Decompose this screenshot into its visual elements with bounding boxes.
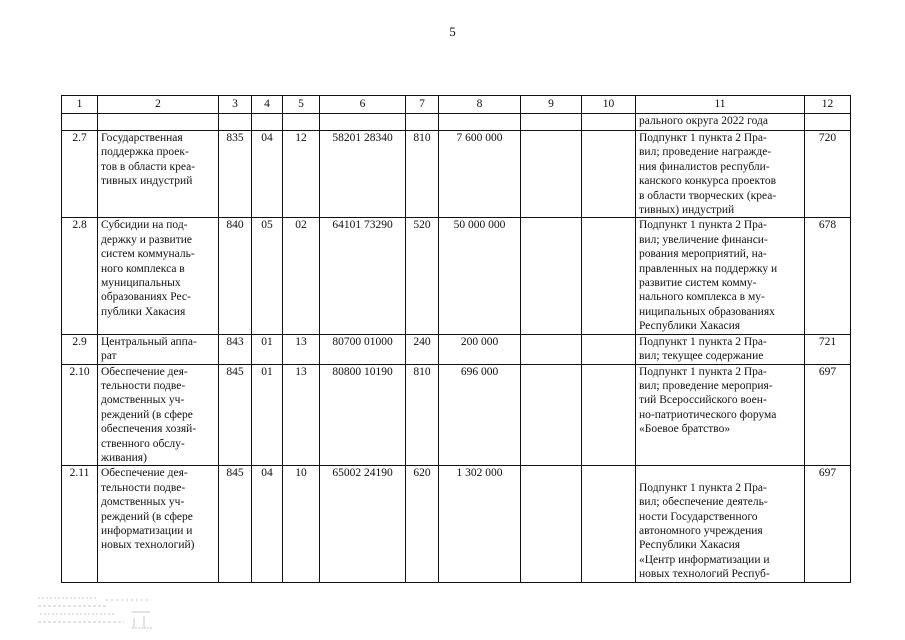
code-6-cell: 64101 73290 — [320, 218, 406, 334]
col-9-cell — [521, 218, 582, 334]
code-6-cell: 80800 10190 — [320, 364, 406, 466]
amount-cell: 200 000 — [439, 334, 521, 364]
code-5-cell: 12 — [283, 131, 320, 218]
code-5-cell: 13 — [283, 364, 320, 466]
header-cell: 7 — [406, 96, 439, 114]
header-cell: 9 — [521, 96, 582, 114]
code-3-cell: 845 — [219, 466, 252, 582]
code-4-cell: 05 — [252, 218, 283, 334]
registration-stamp — [36, 592, 154, 630]
continuation-row — [62, 114, 851, 131]
code-3-cell: 843 — [219, 334, 252, 364]
col-9-cell — [521, 334, 582, 364]
code-12-cell: 720 — [805, 131, 851, 218]
row-number-cell: 2.11 — [62, 466, 98, 582]
code-3-cell: 845 — [219, 364, 252, 466]
page-number: 5 — [449, 24, 456, 39]
code-5-cell: 10 — [283, 466, 320, 582]
row-name-cell: Обеспечение дея- тельности подве- домственных уч- реждений (в сфере информатизации и новых технологий) — [98, 466, 219, 582]
table-header-row — [62, 96, 851, 114]
code-12-cell: 721 — [805, 334, 851, 364]
col-10-cell — [582, 334, 636, 364]
row-name-cell: Государственная поддержка проек- тов в области креа- тивных индустрий — [98, 131, 219, 218]
code-5-cell: 13 — [283, 334, 320, 364]
header-cell: 11 — [636, 96, 805, 114]
continuation-text: рального округа 2022 года — [636, 114, 805, 131]
header-cell: 3 — [219, 96, 252, 114]
table-row — [62, 466, 851, 582]
amount-cell: 50 000 000 — [439, 218, 521, 334]
table-row — [62, 364, 851, 466]
budget-table — [61, 95, 851, 583]
col-9-cell — [521, 364, 582, 466]
table-row — [62, 131, 851, 218]
header-cell: 10 — [582, 96, 636, 114]
row-name-cell: Обеспечение дея- тельности подве- домственных уч- реждений (в сфере обеспечения хозяй- ственного обслу- живания) — [98, 364, 219, 466]
code-12-cell: 697 — [805, 466, 851, 582]
code-7-cell: 520 — [406, 218, 439, 334]
table-row — [62, 218, 851, 334]
amount-cell: 1 302 000 — [439, 466, 521, 582]
row-number-cell: 2.7 — [62, 131, 98, 218]
col-9-cell — [521, 466, 582, 582]
header-cell: 8 — [439, 96, 521, 114]
row-name-cell: Субсидии на под- держку и развитие систем коммуналь- ного комплекса в муниципальных образованиях Рес- публики Хакасия — [98, 218, 219, 334]
basis-text-cell: Подпункт 1 пункта 2 Пра- вил; увеличение финанси- рования мероприятий, на- правленных на поддержку и развитие систем комму- нального комплекса в му- ниципальных образованиях Республики Хакасия — [636, 218, 805, 334]
header-cell: 12 — [805, 96, 851, 114]
amount-cell: 7 600 000 — [439, 131, 521, 218]
row-number-cell: 2.10 — [62, 364, 98, 466]
code-6-cell: 58201 28340 — [320, 131, 406, 218]
code-5-cell: 02 — [283, 218, 320, 334]
code-7-cell: 620 — [406, 466, 439, 582]
basis-text-cell: Подпункт 1 пункта 2 Пра- вил; обеспечение деятель- ности Государственного автономного учреждения Республики Хакасия «Центр информатизации и новых технологий Респуб- — [636, 466, 805, 582]
code-3-cell: 840 — [219, 218, 252, 334]
basis-text-cell: Подпункт 1 пункта 2 Пра- вил; проведение награжде- ния финалистов республи- канского конкурса проектов в области творческих (креа- тивных) индустрий — [636, 131, 805, 218]
table-row — [62, 334, 851, 364]
col-9-cell — [521, 131, 582, 218]
col-10-cell — [582, 218, 636, 334]
basis-text-cell: Подпункт 1 пункта 2 Пра- вил; проведение мероприя- тий Всероссийского воен- но-патриотического форума «Боевое братство» — [636, 364, 805, 466]
code-4-cell: 01 — [252, 334, 283, 364]
header-cell: 4 — [252, 96, 283, 114]
code-7-cell: 810 — [406, 131, 439, 218]
code-6-cell: 80700 01000 — [320, 334, 406, 364]
code-4-cell: 04 — [252, 131, 283, 218]
col-10-cell — [582, 466, 636, 582]
col-10-cell — [582, 131, 636, 218]
code-6-cell: 65002 24190 — [320, 466, 406, 582]
amount-cell: 696 000 — [439, 364, 521, 466]
header-cell: 5 — [283, 96, 320, 114]
header-cell: 2 — [98, 96, 219, 114]
row-name-cell: Центральный аппа- рат — [98, 334, 219, 364]
code-4-cell: 04 — [252, 466, 283, 582]
code-12-cell: 678 — [805, 218, 851, 334]
basis-text-cell: Подпункт 1 пункта 2 Пра- вил; текущее содержание — [636, 334, 805, 364]
code-7-cell: 240 — [406, 334, 439, 364]
header-cell: 6 — [320, 96, 406, 114]
code-4-cell: 01 — [252, 364, 283, 466]
header-cell: 1 — [62, 96, 98, 114]
row-number-cell: 2.9 — [62, 334, 98, 364]
code-7-cell: 810 — [406, 364, 439, 466]
row-number-cell: 2.8 — [62, 218, 98, 334]
col-10-cell — [582, 364, 636, 466]
code-3-cell: 835 — [219, 131, 252, 218]
code-12-cell: 697 — [805, 364, 851, 466]
